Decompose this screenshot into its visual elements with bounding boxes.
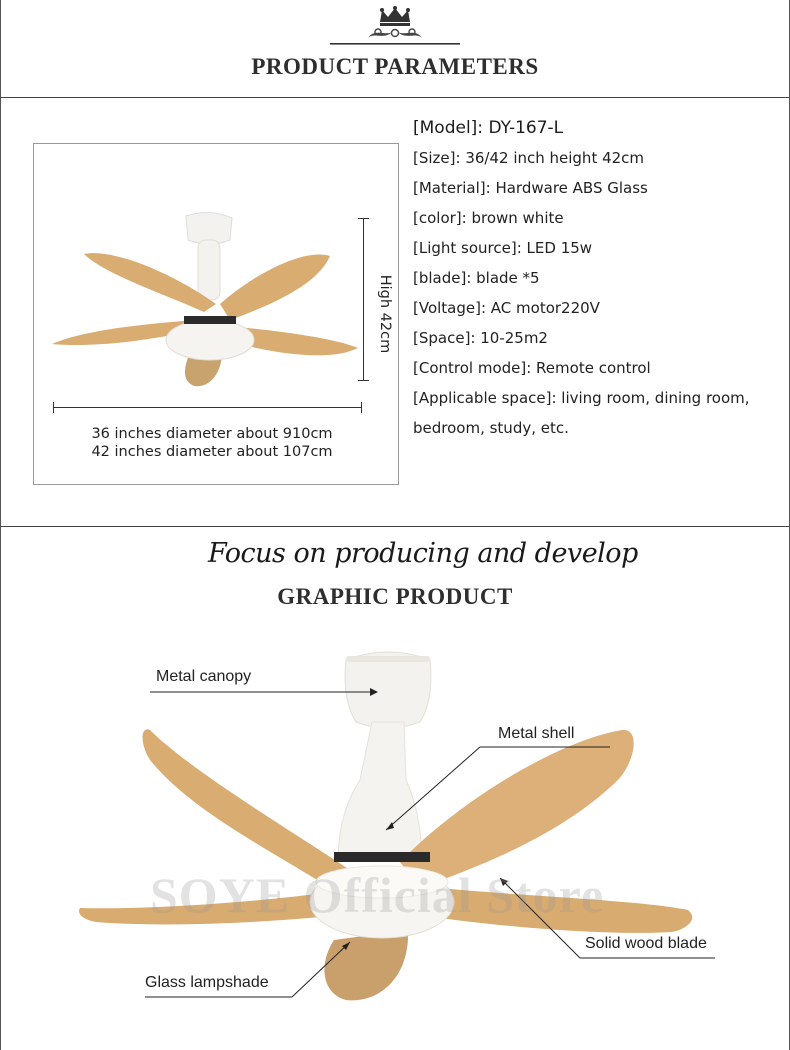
height-label: High 42cm	[377, 274, 393, 354]
diameter-42-text: 42 inches diameter about 107cm	[91, 444, 333, 460]
height-dimension-line	[363, 218, 364, 380]
diameter-dimension-line	[53, 407, 362, 408]
param-applicable-space: [Applicable space]: living room, dining room,	[413, 389, 750, 407]
param-model: [Model]: DY-167-L	[413, 118, 564, 138]
store-watermark: SOYE Official Store	[150, 867, 605, 923]
diameter-tick-right	[361, 402, 362, 413]
graphic-title: GRAPHIC PRODUCT	[277, 584, 513, 609]
param-blade: [blade]: blade *5	[413, 269, 540, 287]
diameter-36-text: 36 inches diameter about 910cm	[91, 426, 333, 442]
page-title: PRODUCT PARAMETERS	[251, 54, 539, 79]
tagline: Focus on producing and develop	[208, 538, 638, 569]
param-light-source: [Light source]: LED 15w	[413, 239, 593, 257]
param-size: [Size]: 36/42 inch height 42cm	[413, 149, 645, 167]
divider-middle	[0, 526, 790, 527]
callout-solid-wood-blade: Solid wood blade	[585, 935, 707, 952]
diameter-tick-left	[53, 402, 54, 413]
param-material: [Material]: Hardware ABS Glass	[413, 179, 648, 197]
height-tick-top	[358, 218, 369, 219]
fan-large-illustration	[0, 630, 790, 1050]
callout-glass-lampshade: Glass lampshade	[145, 974, 269, 991]
param-voltage: [Voltage]: AC motor220V	[413, 299, 600, 317]
diameter-text	[40, 425, 384, 461]
crown-ornament-icon	[328, 6, 462, 48]
divider-top	[0, 97, 790, 98]
param-control-mode: [Control mode]: Remote control	[413, 359, 651, 377]
callout-metal-canopy: Metal canopy	[156, 668, 252, 685]
param-applicable-space-cont: bedroom, study, etc.	[413, 419, 569, 437]
callout-metal-shell: Metal shell	[498, 725, 575, 742]
height-tick-bottom	[358, 380, 369, 381]
param-space: [Space]: 10-25m2	[413, 329, 548, 347]
param-color: [color]: brown white	[413, 209, 564, 227]
